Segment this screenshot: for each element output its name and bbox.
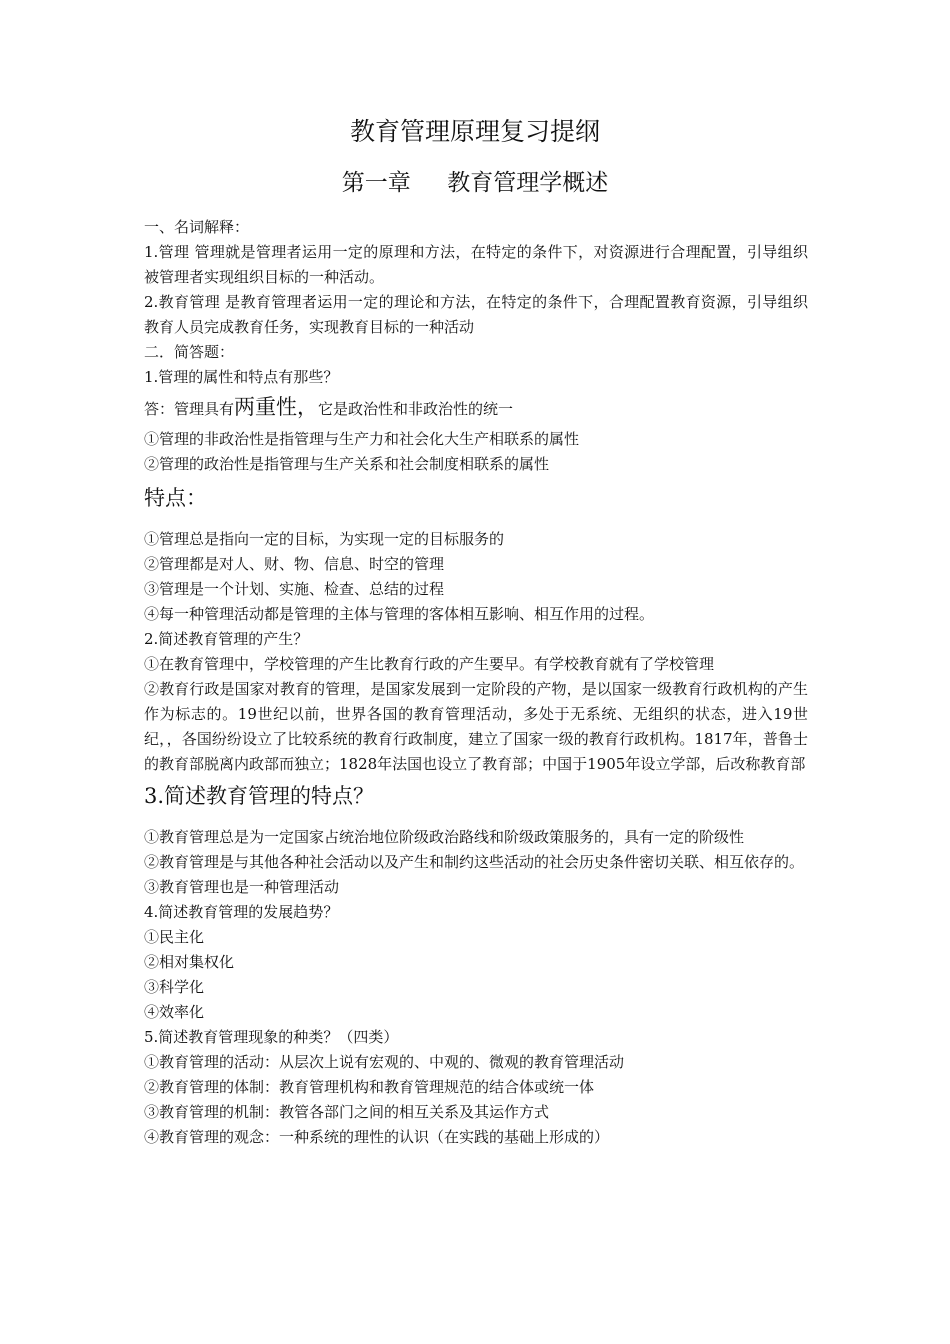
term-definition-management: 1.管理 管理就是管理者运用一定的原理和方法，在特定的条件下，对资源进行合理配置，引导组织被管理者实现组织目标的一种活动。: [144, 243, 808, 286]
answer-1-item: ②管理的政治性是指管理与生产关系和社会制度相联系的属性: [144, 455, 550, 473]
question-5: 5.简述教育管理现象的种类？（四类）: [144, 1028, 399, 1046]
features-heading: 特点：: [144, 486, 207, 510]
question-4-item: ②相对集权化: [144, 953, 235, 971]
question-5-item: ②教育管理的体制：教育管理机构和教育管理规范的结合体或统一体: [144, 1078, 595, 1096]
chapter-heading: 第一章 教育管理学概述: [341, 170, 609, 196]
question-4: 4.简述教育管理的发展趋势？: [144, 903, 339, 921]
question-5-item: ④教育管理的观念：一种系统的理性的认识（在实践的基础上形成的）: [144, 1128, 610, 1146]
section-heading-short-answer: 二．简答题：: [144, 343, 235, 361]
document-body: [144, 215, 808, 1150]
answer-1-line: [144, 392, 808, 424]
question-3-item: ②教育管理是与其他各种社会活动以及产生和制约这些活动的社会历史条件密切关联、相互依存的。: [144, 853, 805, 871]
question-3: 3.简述教育管理的特点？: [144, 784, 375, 808]
answer-1-item: ①管理的非政治性是指管理与生产力和社会化大生产相联系的属性: [144, 430, 580, 448]
question-4-item: ④效率化: [144, 1003, 205, 1021]
question-5-item: ①教育管理的活动：从层次上说有宏观的、中观的、微观的教育管理活动: [144, 1053, 625, 1071]
feature-item: ④每一种管理活动都是管理的主体与管理的客体相互影响、相互作用的过程。: [144, 605, 655, 623]
answer-1-prefix: 答：管理具有: [144, 400, 235, 418]
answer-1-suffix: 它是政治性和非政治性的统一: [318, 400, 514, 418]
question-5-item: ③教育管理的机制：教管各部门之间的相互关系及其运作方式: [144, 1103, 550, 1121]
question-3-item: ③教育管理也是一种管理活动: [144, 878, 340, 896]
feature-item: ①管理总是指向一定的目标，为实现一定的目标服务的: [144, 530, 505, 548]
question-2-item: ②教育行政是国家对教育的管理，是国家发展到一定阶段的产物，是以国家一级教育行政机构的产生作为标志的。19世纪以前，世界各国的教育管理活动，多处于无系统、无组织的状态，进入19世纪，，各国纷纷设立了比较系统的教育行政制度，建立了国家一级的教育行政机构。1817年，普鲁士的教育部脱离内政部而独立；1828年法国也设立了教育部；中国于1905年设立学部，后改称教育部: [144, 680, 808, 773]
question-4-item: ①民主化: [144, 928, 205, 946]
section-heading-terms: 一、名词解释：: [144, 218, 250, 236]
question-1: 1.管理的属性和特点有那些？: [144, 368, 339, 386]
document-title: 教育管理原理复习提纲: [349, 117, 600, 146]
question-2: 2.简述教育管理的产生？: [144, 630, 309, 648]
question-4-item: ③科学化: [144, 978, 205, 996]
feature-item: ③管理是一个计划、实施、检查、总结的过程: [144, 580, 445, 598]
question-2-item: ①在教育管理中，学校管理的产生比教育行政的产生要早。有学校教育就有了学校管理: [144, 655, 715, 673]
term-definition-education-management: 2.教育管理 是教育管理者运用一定的理论和方法，在特定的条件下，合理配置教育资源，引导组织教育人员完成教育任务，实现教育目标的一种活动: [144, 293, 808, 336]
question-3-item: ①教育管理总是为一定国家占统治地位阶级政治路线和阶级政策服务的，具有一定的阶级性: [144, 828, 745, 846]
answer-1-emphasis: 两重性，: [234, 395, 319, 419]
feature-item: ②管理都是对人、财、物、信息、时空的管理: [144, 555, 445, 573]
